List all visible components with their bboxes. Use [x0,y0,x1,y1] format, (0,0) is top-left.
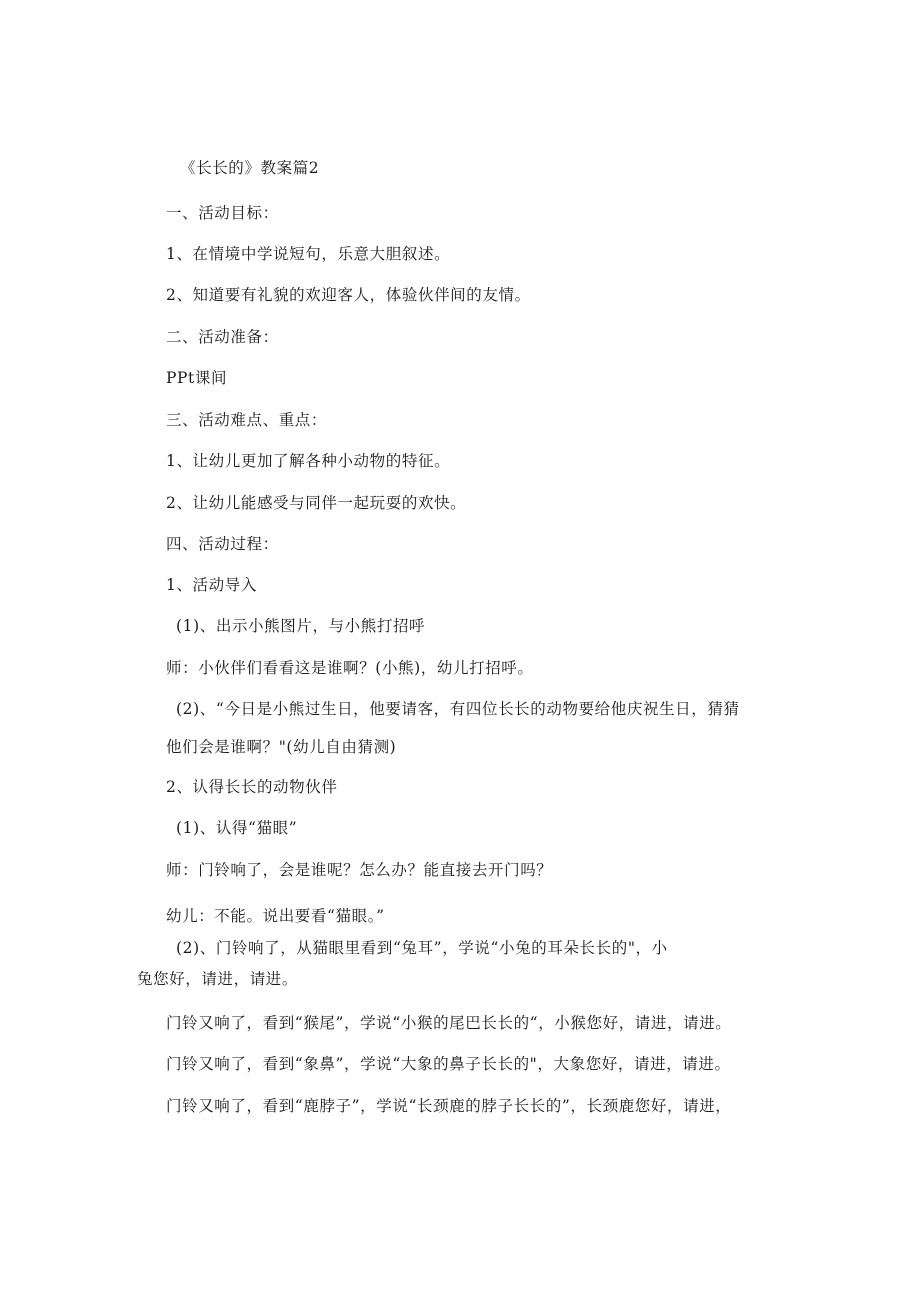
process-step-1-3b: 他们会是谁啊？"(幼儿自由猜测) [166,738,397,756]
preparation-text: PPt课间 [166,369,228,387]
process-step-1-2: 师：小伙伴们看看这是谁啊？(小熊)，幼儿打招呼。 [166,659,534,677]
goal-item-2: 2、知道要有礼貌的欢迎客人，体验伙伴间的友情。 [166,286,531,304]
process-step-2-6: 门铃又响了，看到“象鼻”，学说“大象的鼻子长长的"，大象您好，请进，请进。 [166,1055,731,1073]
process-step-2-2: 师：门铃响了，会是谁呢？怎么办？能直接去开门吗？ [166,861,553,879]
key-point-1: 1、让幼儿更加了解各种小动物的特征。 [166,452,451,470]
section-heading-key-points: 三、活动难点、重点： [166,411,328,429]
section-heading-process: 四、活动过程： [166,535,279,553]
process-step-2-3: 幼儿：不能。说出要看“猫眼。” [166,907,385,925]
process-step-2: 2、认得长长的动物伙伴 [166,778,338,796]
process-step-1-3a: (2)、“今日是小熊过生日，他要请客，有四位长长的动物要给他庆祝生日，猜猜 [176,700,740,718]
process-step-2-1: (1)、认得“猫眼” [176,819,298,837]
process-step-2-5: 门铃又响了，看到“猴尾”，学说“小猴的尾巴长长的“，小猴您好，请进，请进。 [166,1014,732,1032]
section-heading-goals: 一、活动目标： [166,204,279,222]
process-step-2-4a: (2)、门铃响了，从猫眼里看到“兔耳”，学说“小兔的耳朵长长的"，小 [176,939,668,957]
key-point-2: 2、让幼儿能感受与同伴一起玩耍的欢快。 [166,494,467,512]
process-step-1: 1、活动导入 [166,576,257,594]
process-step-2-7: 门铃又响了，看到“鹿脖子”，学说“长颈鹿的脖子长长的”，长颈鹿您好，请进， [166,1097,732,1115]
process-step-2-4b: 兔您好，请进，请进。 [137,970,299,988]
section-heading-preparation: 二、活动准备： [166,328,279,346]
goal-item-1: 1、在情境中学说短句，乐意大胆叙述。 [166,245,451,263]
document-title: 《长长的》教案篇2 [180,159,320,177]
process-step-1-1: (1)、出示小熊图片，与小熊打招呼 [176,617,426,635]
